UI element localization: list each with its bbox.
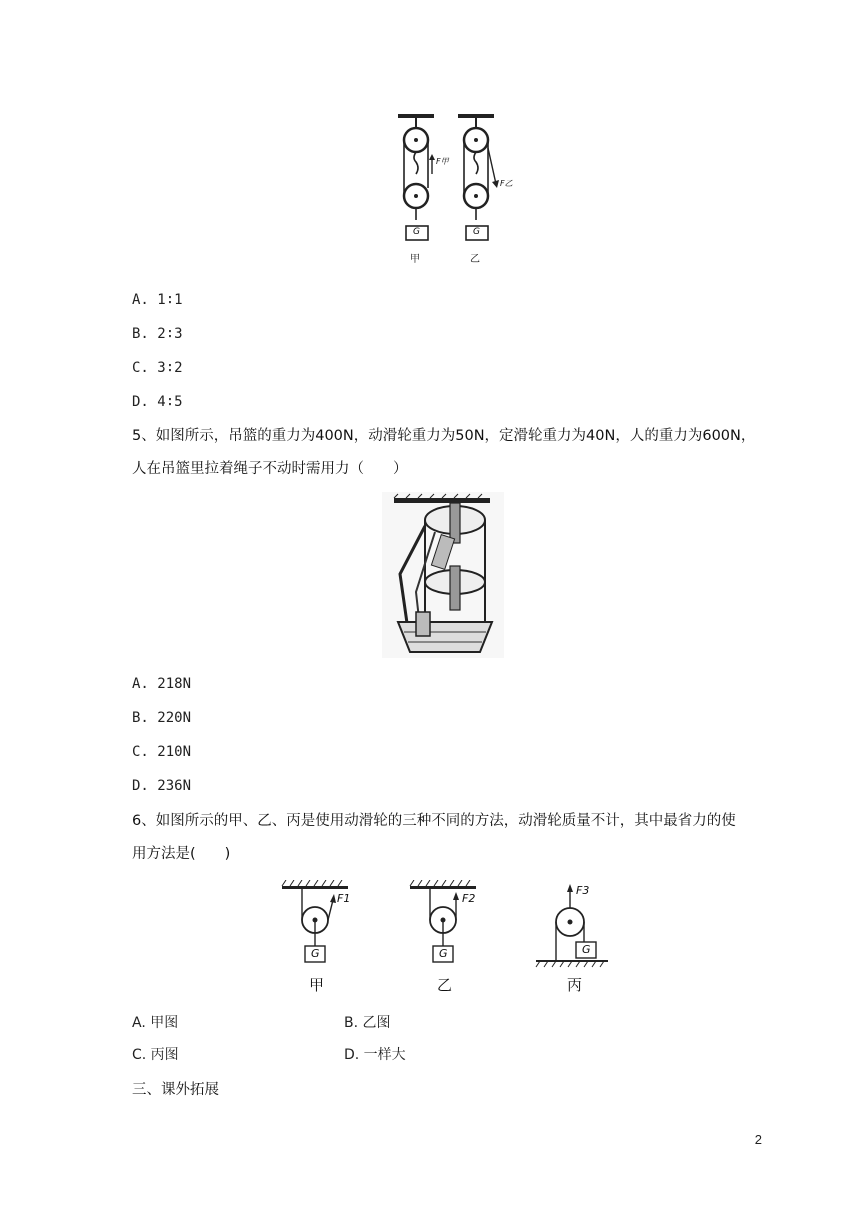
q6-figure-label-yi: 乙 <box>437 976 453 994</box>
q5-option-b: B. 220N <box>132 710 192 726</box>
q6-option-c: C. 丙图 <box>132 1047 179 1063</box>
q6-force-label-3: F3 <box>576 884 590 897</box>
q6-question <box>132 805 772 871</box>
q6-option-d: D. 一样大 <box>344 1047 406 1063</box>
q6-option-a: A. 甲图 <box>132 1015 179 1031</box>
q6-block-label-yi: G <box>439 947 448 960</box>
q6-force-label-1: F1 <box>337 892 351 905</box>
q6-figure-label-bing: 丙 <box>567 976 583 994</box>
q6-line-1: 6、如图所示的甲、乙、丙是使用动滑轮的三种不同的方法，动滑轮质量不计，其中最省力的使 <box>132 813 736 829</box>
q4-figure <box>388 108 528 268</box>
section-title-extension: 三、课外拓展 <box>132 1082 219 1098</box>
q6-line-2: 用方法是( ) <box>132 846 231 862</box>
q5-option-d: D. 236N <box>132 778 192 794</box>
q6-figure-label-jia: 甲 <box>309 976 325 994</box>
q4-figure-label-jia: 甲 <box>410 254 420 265</box>
q6-block-label-bing: G <box>582 943 591 956</box>
q5-option-c: C. 210N <box>132 744 192 760</box>
q6-force-label-2: F2 <box>462 892 476 905</box>
q4-figure-label-yi: 乙 <box>470 254 480 265</box>
q4-block-left-label: G <box>413 227 420 237</box>
q4-option-c: C. 3∶2 <box>132 360 183 376</box>
q5-line-2: 人在吊篮里拉着绳子不动时需用力（ ） <box>132 461 408 477</box>
q4-option-a: A. 1∶1 <box>132 292 183 308</box>
q4-block-right-label: G <box>473 227 480 237</box>
q4-force-label-right: F乙 <box>500 179 513 188</box>
q6-option-b: B. 乙图 <box>344 1015 391 1031</box>
q5-line-1: 5、如图所示，吊篮的重力为400N，动滑轮重力为50N，定滑轮重力为40N，人的重力为600N， <box>132 428 756 444</box>
q4-option-d: D. 4∶5 <box>132 394 183 410</box>
q5-figure <box>380 492 506 658</box>
q4-force-label-left: F甲 <box>436 157 449 166</box>
q4-option-b: B. 2∶3 <box>132 326 183 342</box>
page-number: 2 <box>754 1132 762 1147</box>
q6-block-label-jia: G <box>311 947 320 960</box>
q5-basket-pulley-diagram <box>380 492 506 658</box>
q5-option-a: A. 218N <box>132 676 192 692</box>
q5-question <box>132 420 772 486</box>
q6-figure <box>280 880 610 996</box>
